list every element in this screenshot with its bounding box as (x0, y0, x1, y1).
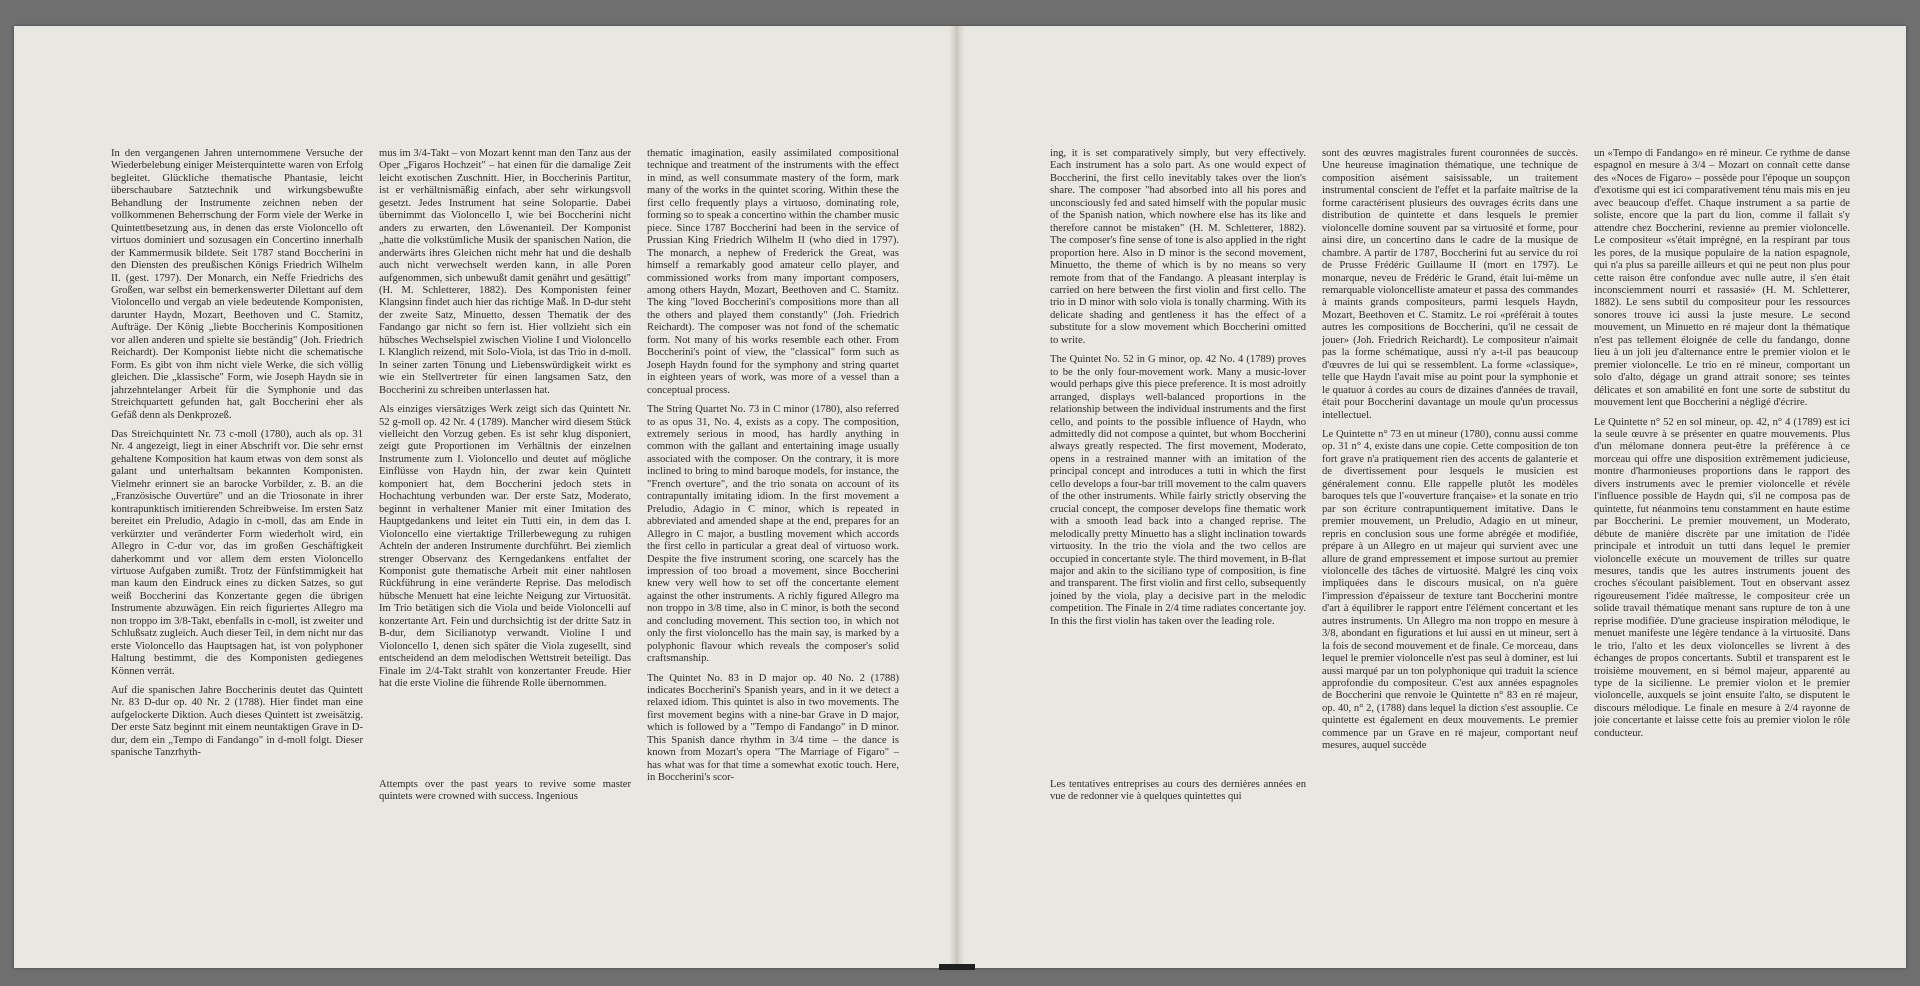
book-gutter (949, 26, 965, 968)
paragraph: Le Quintette n° 52 en sol mineur, op. 42, n° 4 (1789) est ici la seule œuvre à se présenter en quatre mouvements. Plus d'un mélomane donnera peut-être la préférence à ce morceau qui offre une disposition extrêmement judicieuse, montre d'harmonieuses proportions dans le rapport des divers instruments avec le premier violoncelle et révèle l'influence possible de Haydn qui, s'il ne composa pas de quintette, fut néanmoins tenu constamment en haute estime par Boccherini. Le premier mouvement, un Moderato, débute de manière discrète par une imitation de l'idée principale et introduit un tutti dans lequel le premier violoncelle exécute un mouvement de trilles sur quatre mesures, tandis que les autres instruments jouent des croches s'écoulant paisiblement. Tout en observant assez rigoureusement l'idée maîtresse, le compositeur crée un solide travail thématique menant sans rupture de ton à une reprise modifiée. D'une gracieuse inspiration mélodique, le menuet manifeste une légère tendance à la virtuosité. Dans le trio, l'alto et les deux violoncelles se livrent à des échanges de propos concertants. Subtil et transparent est le troisième mouvement, en si bémol majeur, apparenté au type de la sicilienne. Le premier violon et le premier violoncelle, auxquels se joint ensuite l'alto, se disputent le discours mélodique. Le finale en mesure à 2/4 rayonne de joie concertante et laisse cette fois au premier violon le rôle conducteur. (1594, 416, 1850, 739)
paragraph: un «Tempo di Fandango» en ré mineur. Ce rythme de danse espagnol en mesure à 3/4 – Mozart on connaît cette danse des «Noces de Figaro» – possède pour l'époque un soupçon d'exotisme qui est ici comparativement ténu mais mis en jeu avec beaucoup d'effet. Chaque instrument a sa partie de soliste, encore que la part du lion, comme il fallait s'y attendre chez Boccherini, revienne au premier violoncelle. Le compositeur «s'était imprégné, en la respirant par tous les pores, de la musique populaire de la nation espagnole, qui n'a plus sa pareille ailleurs et qui ne peut non plus pour cette raison être confondue avec nulle autre, il s'en était inconsciemment nourri et rassasié» (H. M. Schletterer, 1882). Le sens subtil du compositeur pour les ressources sonores trouve ici aussi la juste mesure. Le second mouvement, un Minuetto en ré majeur dont la thématique n'est pas tellement éloignée de celle du fandango, donne lieu à un joli jeu d'alternance entre le premier violon et le premier violoncelle. Le trio en ré mineur, comportant un solo d'alto, dégage un grand attrait sonore; ses teintes délicates et son amabilité en font une sorte de substitut du mouvement lent que Boccherini a négligé d'écrire. (1594, 148, 1850, 409)
english-column (647, 148, 899, 948)
paragraph: mus im 3/4-Takt – von Mozart kennt man den Tanz aus der Oper „Figaros Hochzeit" – hat einen für die damalige Zeit leicht exotischen Zuschnitt. Hier, in Boccherinis Partitur, ist er verhältnismäßig einfach, aber sehr wirkungsvoll gesetzt. Jedes Instrument hat seine Solopartie. Dabei übernimmt das Violoncello I, wie bei Boccherini nicht anders zu erwarten, den Löwenanteil. Der Komponist „hatte die volkstümliche Musik der spanischen Nation, die anderwärts ihres Gleichen nicht mehr hat und die deshalb auch nicht verwechselt werden kann, in alle Poren aufgenommen, sich unbewußt damit genährt und gesättigt" (H. M. Schletterer, 1882). Des Komponisten feiner Klangsinn findet auch hier das richtige Maß. In D-dur steht der zweite Satz, Minuetto, dessen Thematik der des Fandango gar nicht so fern ist. Hier vollzieht sich ein hübsches Wechselspiel zwischen Violine I und Violoncello I. Klanglich reizend, mit Solo-Viola, ist das Trio in d-moll. In seiner zarten Tönung und Liebenswürdigkeit wirkt es wie ein Stellvertreter für einen langsamen Satz, den Boccherini zu schreiben unterlassen hat. (379, 148, 631, 396)
paragraph: The String Quartet No. 73 in C minor (1780), also referred to as opus 31, No. 4, exists as a copy. The composition, extremely serious in mood, has hardly anything in common with the gallant and entertaining image usually associated with the composer. On the contrary, it is more inclined to bring to mind baroque models, for instance, the "French overture", and the trio sonata on account of its contrapuntally imitating idiom. In the first movement a Preludio, Adagio in C minor, which is repeated in abbreviated and amended shape at the end, prepares for an Allegro in C major, a bustling movement which accords the first cello in particular a great deal of virtuoso work. Despite the five instrument scoring, one scarcely has the impression of too broad a movement, since Boccherini knew very well how to set off the concertante element against the other instruments. A richly figured Allegro ma non troppo in 3/8 time, also in C minor, is both the second and concluding movement. This section too, in which not only the first violoncello has the main say, is marked by a polyphonic flavour which reveals the composer's solid craftsmanship. (647, 404, 899, 665)
french-column-2 (1594, 148, 1850, 948)
paragraph: The Quintet No. 83 in D major op. 40 No. 2 (1788) indicates Boccherini's Spanish years, and in it we detect a relaxed idiom. This quintet is also in two movements. The first movement begins with a nine-bar Grave in D major, which is followed by a "Tempo di Fandango" in D minor. This Spanish dance rhythm in 3/4 time – the dance is known from Mozart's opera "The Marriage of Figaro" – has what was for that time a somewhat exotic touch. Here, in Boccherini's scor- (647, 672, 899, 784)
paragraph: Le Quintette n° 73 en ut mineur (1780), connu aussi comme op. 31 n° 4, existe dans une copie. Cette composition de ton fort grave n'a pratiquement rien des accents de galanterie et de divertissement pour lesquels le musicien est généralement connu. Elle rappelle plutôt les modèles baroques tels que l'«ouverture française» et la sonate en trio par son écriture contrapuntiquement imitative. Dans le premier mouvement, un Preludio, Adagio en ut mineur, repris en conclusion sous une forme abrégée et modifiée, prépare à un Allegro en ut majeur qui survient avec une allure de grand empressement et impose surtout au premier violoncelle des tâches de virtuosité. Malgré les cinq voix impliquées dans le discours musical, on n'a guère l'impression d'épaisseur de texture tant Boccherini montre d'art à équilibrer le rapport entre l'élément concertant et les autres instruments. Un Allegro ma non troppo en mesure à 3/8, abondant en figurations et lui aussi en ut mineur, sert à la fois de second mouvement et de finale. Ce morceau, dans lequel le premier violoncelle n'est pas seul à dominer, est lui aussi marqué par un ton polyphonique qui traduit la science approfondie du compositeur. C'est aux années espagnoles de Boccherini que renvoie le Quintette n° 83 en ré majeur, op. 40, n° 2, (1788) dans lequel la diction s'est assouplie. Ce quintette est également en deux mouvements. Le premier commence par un Grave en ré majeur, comportant neuf mesures, auquel succède (1322, 428, 1578, 752)
paragraph: Attempts over the past years to revive some master quintets were crowned with success. Ingenious (379, 779, 631, 803)
paragraph: Les tentatives entreprises au cours des dernières années en vue de redonner vie à quelques quintettes qui (1050, 779, 1306, 803)
english-intro (379, 779, 631, 839)
paragraph: Das Streichquintett Nr. 73 c-moll (1780), auch als op. 31 Nr. 4 angezeigt, liegt in einer Abschrift vor. Die sehr ernst gehaltene Komposition hat kaum etwas von dem sonst als galant und unterhaltsam bekannten Komponisten. Vielmehr erinnert sie an barocke Vorbilder, z. B. an die „Französische Ouvertüre" und an die Triosonate in ihrer kontrapunktisch imitierenden Schreibweise. Im ersten Satz bereitet ein Preludio, Adagio in c-moll, das am Ende in verkürzter und veränderter Form wiederholt wird, ein Allegro in C-dur vor, das im großen Geschäftigkeit daherkommt und vor allem dem ersten Violoncello virtuose Aufgaben zumißt. Trotz der Fünfstimmigkeit hat man kaum den Eindruck eines zu dicken Satzes, so gut weiß Boccherini das Konzertante gegen die übrigen Instrumente abzuwägen. Ein reich figuriertes Allegro ma non troppo im 3/8-Takt, ebenfalls in c-moll, ist zweiter und Schlußsatz zugleich. Auch dieser Teil, in dem nicht nur das erste Violoncello das Hauptsagen hat, ist von polyphoner Haltung bestimmt, die des Komponisten gediegenes Können verrät. (111, 428, 363, 677)
french-column-1 (1322, 148, 1578, 948)
paragraph: The Quintet No. 52 in G minor, op. 42 No. 4 (1789) proves to be the only four-movement work. Many a music-lover would perhaps give this piece preference. It is most adroitly arranged, displays well-balanced proportions in the relationship between the individual instruments and the first cello, and points to the possible influence of Haydn, who admittedly did not compose a quintet, but whom Boccherini always greatly respected. The first movement, Moderato, opens in a restrained manner with an imitation of the principal concept and introduces a tutti in which the first cello develops a four-bar trill movement to the calm quavers of the other instruments. While fairly strictly observing the crucial concept, the composer develops fine thematic work with a smooth lead back into a changed reprise. The melodically pretty Minuetto has a slight inclination towards virtuosity. In the trio the viola and the two cellos are occupied in concertante style. The third movement, in B-flat major and akin to the siciliano type of composition, is fine and transparent. The first violin and first cello, subsequently joined by the viola, play a decisive part in the melodic competition. The Finale in 2/4 time radiates concertante joy. In this the first violin has taken over the leading role. (1050, 354, 1306, 627)
french-intro (1050, 779, 1306, 839)
paragraph: In den vergangenen Jahren unternommene Versuche der Wiederbelebung einiger Meisterquintette waren von Erfolg begleitet. Glückliche thematische Phantasie, leicht überschaubare Satztechnik und wirkungsbewußte Behandlung der Instrumente zeichnen neben der vollkommenen Beherrschung der Form viele der Werke in Quintettbesetzung aus, in denen das erste Violoncello oft virtuos dominiert und sozusagen ein Concertino innerhalb der Kammermusik bildete. Seit 1787 stand Boccherini in den Diensten des preußischen Königs Friedrich Wilhelm II. (gest. 1797). Der Monarch, ein Neffe Friedrichs des Großen, war selbst ein bemerkenswerter Dilettant auf dem Violoncello und vergab an viele bedeutende Komponisten, darunter Haydn, Mozart, Beethoven und C. Stamitz, Aufträge. Der König „liebte Boccherinis Kompositionen vor allen anderen und spielte sie beständig" (Joh. Friedrich Reichardt). Der Komponist liebte nicht die schematische Form. Es gibt von ihm nicht viele Werke, die sich völlig gleichen. Die „klassische" Form, wie Joseph Haydn sie in jahrzehntelanger Arbeit für die Symphonie und das Streichquartett gefunden hat, galt Boccherini eher als Gefäß denn als Denkprozeß. (111, 148, 363, 421)
booklet-spread (14, 26, 1906, 968)
paragraph: thematic imagination, easily assimilated compositional technique and treatment of the instruments with the effect in mind, as well consummate mastery of the form, mark many of the works in the quintet scoring. Within these the first cello frequently plays a virtuoso, dominating role, forming so to speak a concertino within the chamber music piece. Since 1787 Boccherini had been in the service of Prussian King Friedrich Wilhelm II (who died in 1797). The monarch, a nephew of Frederick the Great, was himself a remarkably good amateur cello player, and commissioned works from many important composers, among others Haydn, Mozart, Beethoven and C. Stamitz. The king "loved Boccherini's compositions more than all the others and played them constantly" (Joh. Friedrich Reichardt). The composer was not fond of the schematic form. Not many of his works resemble each other. From Boccherini's point of view, the "classical" form such as Joseph Haydn found for the symphony and string quartet in eighteen years of work, was more of a vessel than a conceptual process. (647, 148, 899, 396)
paragraph: Als einziges viersätziges Werk zeigt sich das Quintett Nr. 52 g-moll op. 42 Nr. 4 (1789). Mancher wird diesem Stück vielleicht den Vorzug geben. Es ist sehr klug disponiert, zeigt gute Proportionen im Verhältnis der einzelnen Instrumente zum I. Violoncello und deutet auf mögliche Einflüsse von Haydn hin, der zwar kein Quintett komponiert hat, dem Boccherini jedoch stets in Hochachtung verbunden war. Der erste Satz, Moderato, beginnt in verhaltener Manier mit einer Imitation des Hauptgedankens und leitet ein Tutti ein, in dem das I. Violoncello eine viertaktige Trillerbewegung zu ruhigen Achteln der anderen Instrumente durchführt. Bei ziemlich strenger Observanz des Kerngedankens entfaltet der Komponist gute thematische Arbeit mit einer nahtlosen Rückführung in eine veränderte Reprise. Das melodisch hübsche Menuett hat eine leichte Neigung zur Virtuosität. Im Trio betätigen sich die Viola und beide Violoncelli auf konzertante Art. Fein und durchsichtig ist der dritte Satz in B-dur, dem Sicilianotyp verwandt. Violine I und Violoncello I, denen sich später die Viola zugesellt, sind entscheidend an dem melodischen Wettstreit beteiligt. Das Finale im 2/4-Takt strahlt von konzertanter Freude. Hier hat die erste Violine die führende Rolle übernommen. (379, 404, 631, 690)
german-column-1 (111, 148, 363, 948)
left-page (14, 26, 956, 968)
spine-edge (939, 964, 975, 970)
paragraph: ing, it is set comparatively simply, but very effectively. Each instrument has a solo part. As one would expect of Boccherini, the first cello inevitably takes over the lion's share. The composer "had absorbed into all his pores and unconsciously fed and sated himself with the popular music of the Spanish nation, which nowhere else has its like and therefore cannot be mistaken" (H. M. Schletterer, 1882). The composer's fine sense of tone is also applied in the right proportion here. Also in D minor is the second movement, Minuetto, the theme of which is by no means so very remote from that of the Fandango. A pleasant interplay is carried on here between the first violin and first cello. The trio in D minor with solo viola is tonally charming. With its delicate shading and gentleness it has the effect of a substitute for a slow movement which Boccherini omitted to write. (1050, 148, 1306, 346)
paragraph: Auf die spanischen Jahre Boccherinis deutet das Quintett Nr. 83 D-dur op. 40 Nr. 2 (1788). Hier findet man eine aufgelockerte Diktion. Auch dieses Quintett ist zweisätzig. Der erste Satz beginnt mit einem neuntaktigen Grave in D-dur, dem ein „Tempo di Fandango" in d-moll folgt. Dieser spanische Tanzrhyth- (111, 685, 363, 759)
right-page (956, 26, 1906, 968)
paragraph: sont des œuvres magistrales furent couronnées de succès. Une heureuse imagination thématique, une technique de composition aisément saisissable, un traitement instrumental conscient de l'effet et la parfaite maîtrise de la forme caractérisent plusieurs des ouvrages écrits dans une distribution de quintette et dans lesquels le premier violoncelle domine souvent par sa virtuosité et forme, pour ainsi dire, un concertino dans le cadre de la musique de chambre. A partir de 1787, Boccherini fut au service du roi de Prusse Frédéric Guillaume II (mort en 1797). Le monarque, neveu de Frédéric le Grand, était lui-même un remarquable violoncelliste amateur et passa des commandes à maints grands compositeurs, parmi lesquels Haydn, Mozart, Beethoven et C. Stamitz. Le roi «préférait à toutes autres les compositions de Boccherini, qu'il ne cessait de jouer» (Joh. Friedrich Reichardt). Le compositeur n'aimait pas la forme schématique, aussi n'y a-t-il pas beaucoup d'œuvres de lui qui se ressemblent. La forme «classique», telle que Haydn l'avait mise au point pour la symphonie et le quatuor à cordes au cours de dizaines d'années de travail, était pour Boccherini davantage un moule qu'un processus intellectuel. (1322, 148, 1578, 421)
